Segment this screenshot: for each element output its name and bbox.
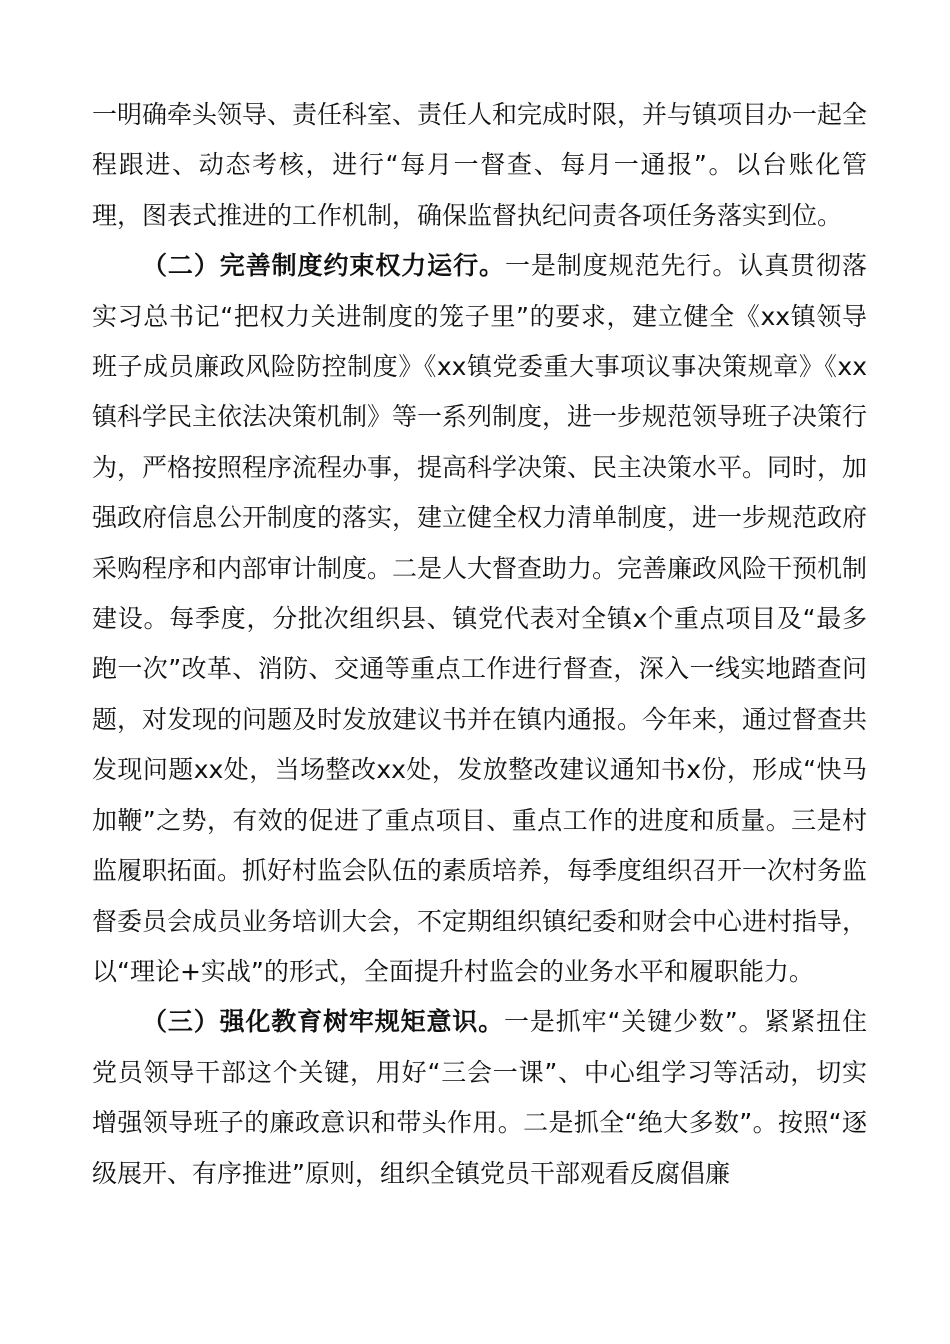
paragraph-section-2 [92, 241, 867, 997]
section-heading: （三）强化教育树牢规矩意识。 [142, 1007, 505, 1037]
document-page [92, 90, 867, 1199]
paragraph-body: 一明确牵头领导、责任科室、责任人和完成时限，并与镇项目办一起全程跟进、动态考核，进行“每月一督查、每月一通报”。以台账化管理，图表式推进的工作机制，确保监督执纪问责各项任务落实到位。 [92, 100, 868, 230]
paragraph-body: 一是抓牢“关键少数”。紧紧扭住党员领导干部这个关键，用好“三会一课”、中心组学习等活动，切实增强领导班子的廉政意识和带头作用。二是抓全“绝大多数”。按照“逐级展开、有序推进”原则，组织全镇党员干部观看反腐倡廉 [92, 1007, 867, 1188]
section-heading: （二）完善制度约束权力运行。 [142, 251, 505, 281]
paragraph-body: 一是制度规范先行。认真贯彻落实习总书记“把权力关进制度的笼子里”的要求，建立健全《xx镇领导班子成员廉政风险防控制度》《xx镇党委重大事项议事决策规章》《xx镇科学民主依法决策机制》等一系列制度，进一步规范领导班子决策行为，严格按照程序流程办事，提高科学决策、民主决策水平。同时，加强政府信息公开制度的落实，建立健全权力清单制度，进一步规范政府采购程序和内部审计制度。二是人大督查助力。完善廉政风险干预机制建设。每季度，分批次组织县、镇党代表对全镇x个重点项目及“最多跑一次”改革、消防、交通等重点工作进行督查，深入一线实地踏查问题，对发现的问题及时发放建议书并在镇内通报。今年来，通过督查共发现问题xx处，当场整改xx处，发放整改建议通知书x份，形成“快马加鞭”之势，有效的促进了重点项目、重点工作的进度和质量。三是村监履职拓面。抓好村监会队伍的素质培养，每季度组织召开一次村务监督委员会成员业务培训大会，不定期组织镇纪委和财会中心进村指导，以“理论+实战”的形式，全面提升村监会的业务水平和履职能力。 [92, 251, 868, 986]
paragraph-section-3 [92, 997, 867, 1199]
paragraph-continuation [92, 90, 867, 241]
